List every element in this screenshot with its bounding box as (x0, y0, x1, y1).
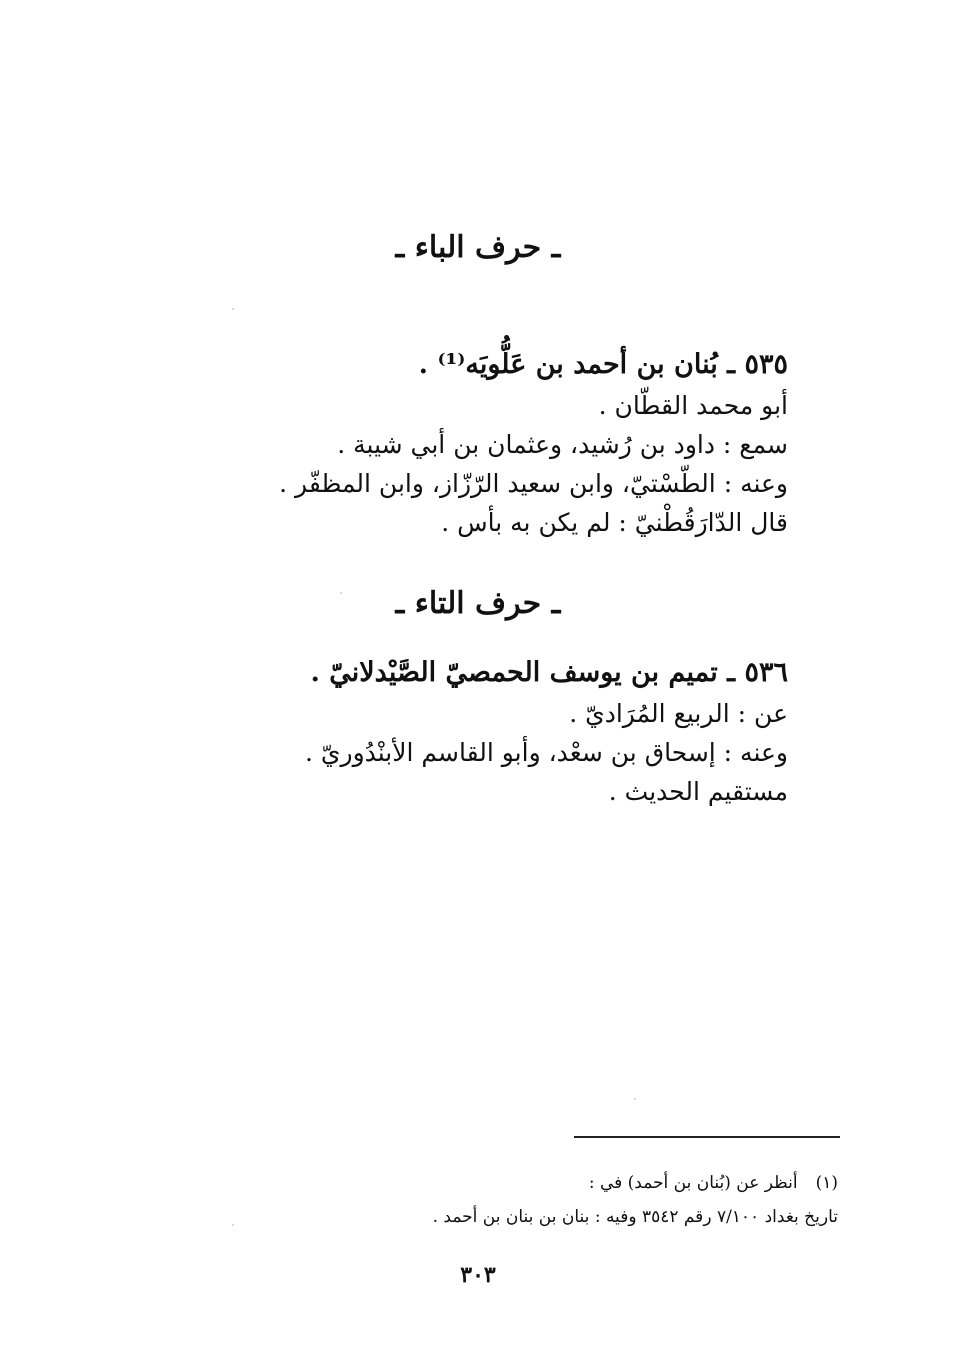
entry-line: سمع : داود بن رُشيد، وعثمان بن أبي شيبة . (337, 430, 788, 459)
footnote-line (278, 1166, 838, 1200)
entry-title: ٥٣٦ ـ تميم بن يوسف الحمصيّ الصَّيْدلانيّ . (310, 657, 788, 688)
entry-line: عن : الربيع المُرَاديّ . (569, 699, 788, 728)
entry-line: وعنه : إسحاق بن سعْد، وأبو القاسم الأبنْدُوريّ . (305, 738, 788, 767)
footnote-divider (574, 1136, 840, 1138)
footnote-line: تاريخ بغداد ٧/١٠٠ رقم ٣٥٤٢ وفيه : بنان بن بنان بن أحمد . (432, 1207, 838, 1227)
section-heading-ba: ـ حرف الباء ـ (395, 230, 561, 265)
page-number: ٣٠٣ (460, 1262, 496, 1288)
entry-line: وعنه : الطّسْتيّ، وابن سعيد الرّزّاز، وابن المظفّر . (279, 469, 788, 498)
section-heading-ta: ـ حرف التاء ـ (395, 586, 561, 621)
entry-line: قال الدّارَقُطْنيّ : لم يكن به بأس . (441, 508, 788, 537)
entry-line: مستقيم الحديث . (608, 777, 788, 806)
scan-speck (232, 308, 234, 310)
footnote-number: (١) (815, 1173, 838, 1193)
scan-speck (634, 1098, 636, 1100)
scan-speck (340, 592, 342, 594)
entry-536 (228, 652, 788, 811)
footnotes (278, 1166, 838, 1234)
footnote-text: أنظر عن (بُنان بن أحمد) في : (588, 1173, 798, 1193)
scan-speck (232, 1224, 234, 1226)
entry-line: أبو محمد القطّان . (598, 391, 788, 420)
entry-title: ٥٣٥ ـ بُنان بن أحمد بن عَلُّويَه⁽¹⁾ . (418, 349, 788, 380)
entry-535 (228, 344, 788, 542)
